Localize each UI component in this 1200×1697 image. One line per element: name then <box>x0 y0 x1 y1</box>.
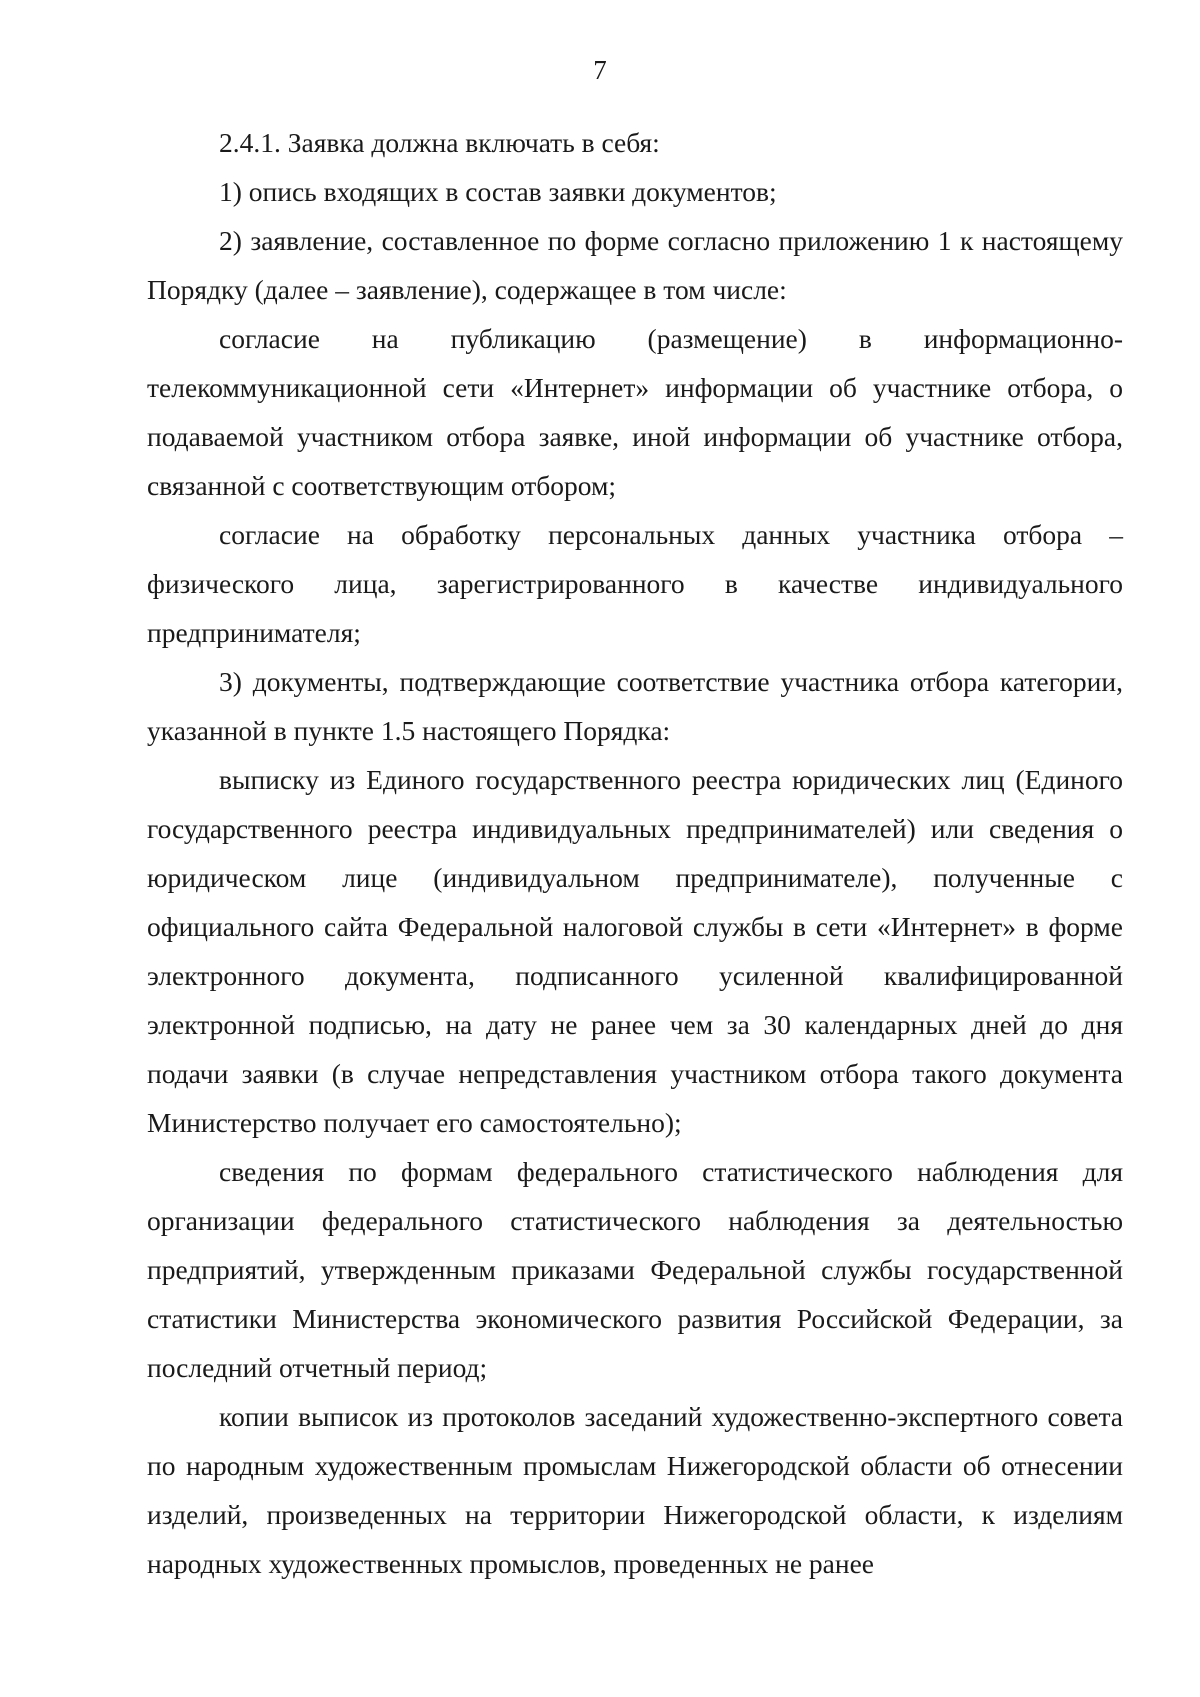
document-body <box>147 118 1123 1588</box>
page-number: 7 <box>593 55 607 85</box>
paragraph-statistics: сведения по формам федерального статистического наблюдения для организации федерального статистического наблюдения за деятельностью предприятий, утвержденным приказами Федеральной службы государственной статистики Министерства экономического развития Российской Федерации, за последний отчетный период; <box>147 1156 1123 1383</box>
paragraph-expert-council: копии выписок из протоколов заседаний художественно-экспертного совета по народным художественным промыслам Нижегородской области об отнесении изделий, произведенных на территории Нижегородской области, к изделиям народных художественных промыслов, проведенных не ранее <box>147 1401 1123 1579</box>
paragraph-consent-personal-data: согласие на обработку персональных данных участника отбора – физического лица, зарегистрированного в качестве индивидуального предпринимателя; <box>147 519 1123 648</box>
paragraph-registry-extract: выписку из Единого государственного реестра юридических лиц (Единого государственного реестра индивидуальных предпринимателей) или сведения о юридическом лице (индивидуальном предпринимателе), полученные с официального сайта Федеральной налоговой службы в сети «Интернет» в форме электронного документа, подписанного усиленной квалифицированной электронной подписью, на дату не ранее чем за 30 календарных дней до дня подачи заявки (в случае непредставления участником отбора такого документа Министерство получает его самостоятельно); <box>147 764 1123 1138</box>
paragraph-item-3: 3) документы, подтверждающие соответствие участника отбора категории, указанной в пункте 1.5 настоящего Порядка: <box>147 666 1123 746</box>
paragraph-2-4-1: 2.4.1. Заявка должна включать в себя: <box>219 127 660 158</box>
paragraph-item-1: 1) опись входящих в состав заявки документов; <box>219 176 777 207</box>
paragraph-consent-publication: согласие на публикацию (размещение) в информационно-телекоммуникационной сети «Интернет» информации об участнике отбора, о подаваемой участником отбора заявке, иной информации об участнике отбора, связанной с соответствующим отбором; <box>147 323 1123 501</box>
paragraph-item-2: 2) заявление, составленное по форме согласно приложению 1 к настоящему Порядку (далее – заявление), содержащее в том числе: <box>147 225 1123 305</box>
